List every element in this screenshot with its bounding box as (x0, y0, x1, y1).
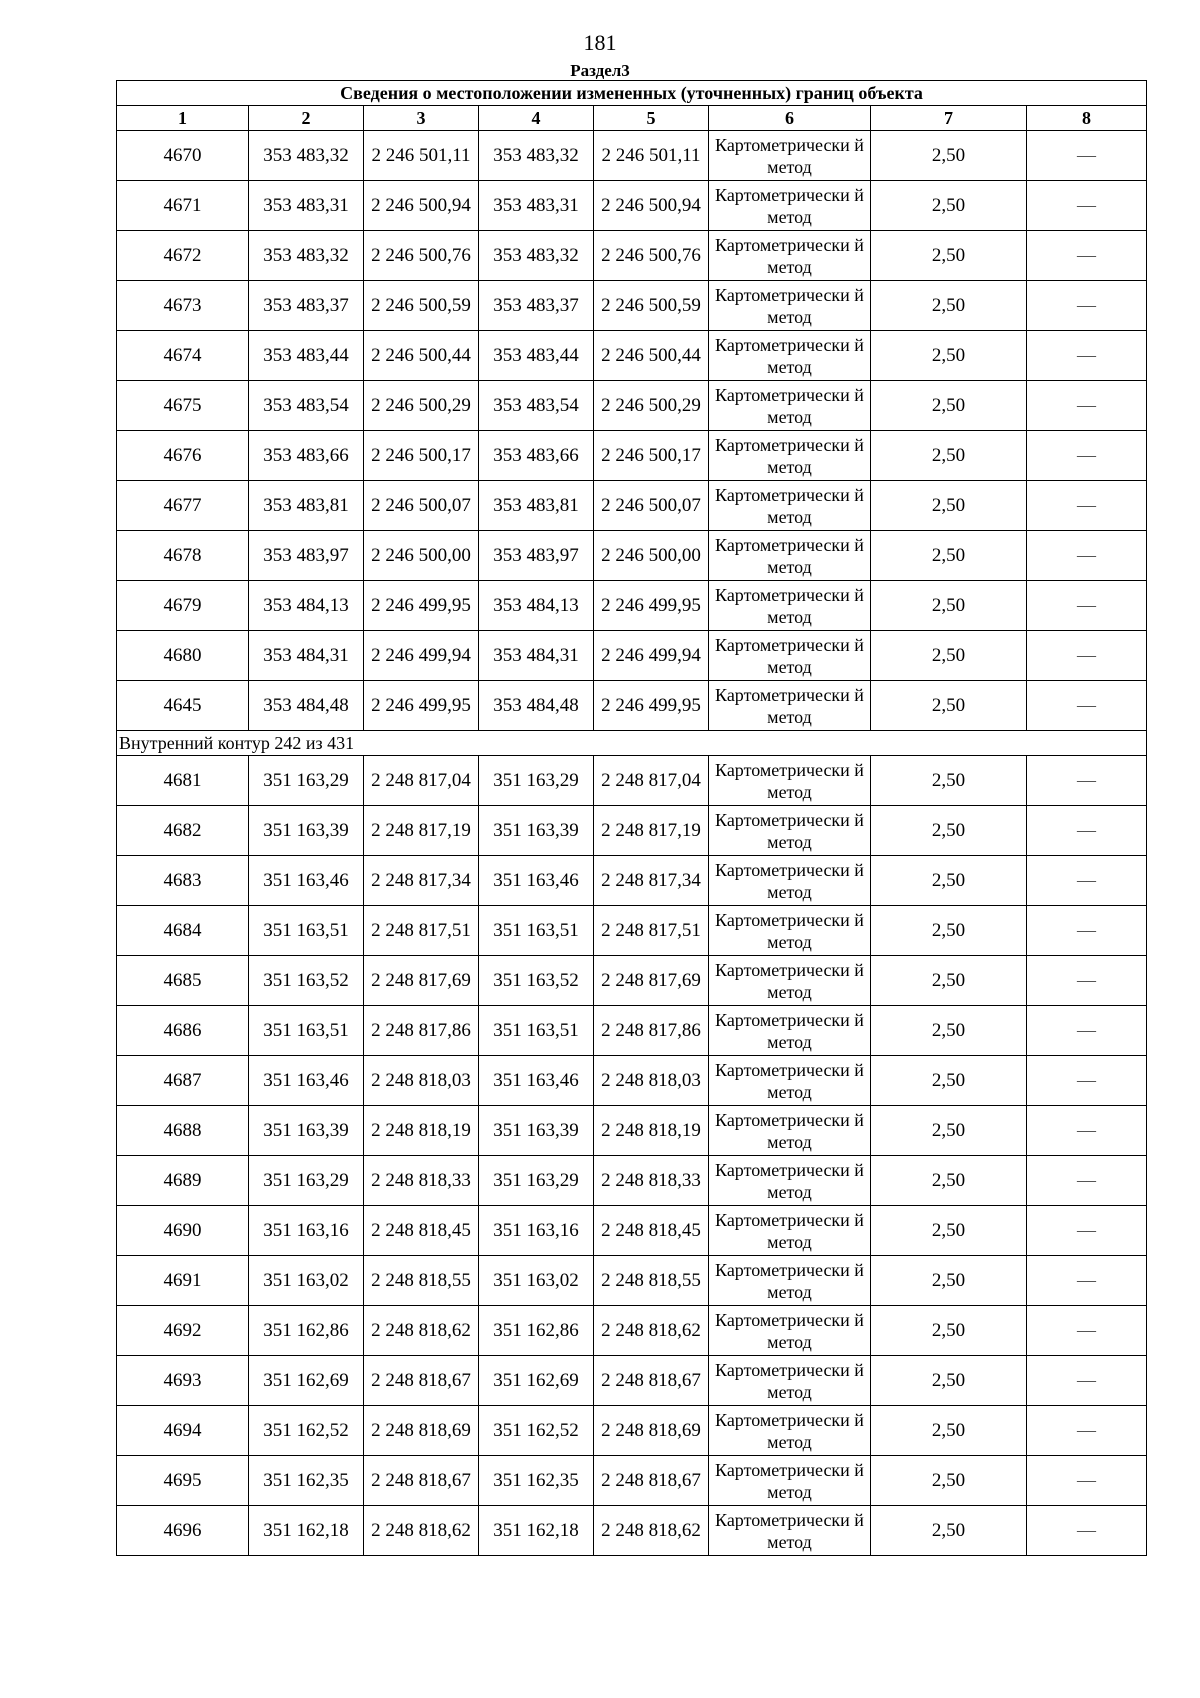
y-old-cell: 2 246 500,29 (364, 381, 479, 431)
accuracy-cell: 2,50 (871, 1506, 1027, 1556)
x-old-cell: 353 483,97 (249, 531, 364, 581)
table-row (117, 531, 1147, 581)
point-number-cell: 4687 (117, 1056, 249, 1106)
table-row (117, 381, 1147, 431)
method-cell: Картометрически й метод (709, 281, 871, 331)
table-row (117, 1306, 1147, 1356)
x-old-cell: 353 483,31 (249, 181, 364, 231)
table-caption: Сведения о местоположении измененных (уточненных) границ объекта (117, 81, 1147, 106)
table-row (117, 481, 1147, 531)
y-old-cell: 2 248 818,45 (364, 1206, 479, 1256)
x-old-cell: 353 483,54 (249, 381, 364, 431)
y-new-cell: 2 246 499,95 (594, 681, 709, 731)
method-cell: Картометрически й метод (709, 1356, 871, 1406)
method-cell: Картометрически й метод (709, 181, 871, 231)
description-cell: — (1027, 531, 1147, 581)
description-cell: — (1027, 381, 1147, 431)
accuracy-cell: 2,50 (871, 1306, 1027, 1356)
description-cell: — (1027, 1106, 1147, 1156)
y-old-cell: 2 248 818,69 (364, 1406, 479, 1456)
y-new-cell: 2 246 500,59 (594, 281, 709, 331)
method-cell: Картометрически й метод (709, 1106, 871, 1156)
method-cell: Картометрически й метод (709, 631, 871, 681)
column-number: 4 (479, 106, 594, 131)
x-new-cell: 351 162,86 (479, 1306, 594, 1356)
point-number-cell: 4681 (117, 756, 249, 806)
point-number-cell: 4673 (117, 281, 249, 331)
y-new-cell: 2 248 818,62 (594, 1506, 709, 1556)
x-old-cell: 351 163,39 (249, 1106, 364, 1156)
method-cell: Картометрически й метод (709, 1256, 871, 1306)
description-cell: — (1027, 1456, 1147, 1506)
table-row (117, 581, 1147, 631)
description-cell: — (1027, 1306, 1147, 1356)
accuracy-cell: 2,50 (871, 956, 1027, 1006)
table-row (117, 131, 1147, 181)
x-old-cell: 353 484,13 (249, 581, 364, 631)
description-cell: — (1027, 431, 1147, 481)
y-new-cell: 2 248 818,19 (594, 1106, 709, 1156)
method-cell: Картометрически й метод (709, 231, 871, 281)
accuracy-cell: 2,50 (871, 856, 1027, 906)
point-number-cell: 4690 (117, 1206, 249, 1256)
description-cell: — (1027, 1356, 1147, 1406)
y-new-cell: 2 246 499,94 (594, 631, 709, 681)
table-row (117, 431, 1147, 481)
column-number: 7 (871, 106, 1027, 131)
x-new-cell: 351 163,39 (479, 806, 594, 856)
method-cell: Картометрически й метод (709, 481, 871, 531)
point-number-cell: 4645 (117, 681, 249, 731)
accuracy-cell: 2,50 (871, 1056, 1027, 1106)
method-cell: Картометрически й метод (709, 1156, 871, 1206)
method-cell: Картометрически й метод (709, 1006, 871, 1056)
point-number-cell: 4677 (117, 481, 249, 531)
x-new-cell: 351 163,52 (479, 956, 594, 1006)
column-number: 3 (364, 106, 479, 131)
y-old-cell: 2 246 500,76 (364, 231, 479, 281)
table-row (117, 1156, 1147, 1206)
table-row (117, 281, 1147, 331)
y-new-cell: 2 248 818,45 (594, 1206, 709, 1256)
point-number-cell: 4679 (117, 581, 249, 631)
table-row (117, 1506, 1147, 1556)
method-cell: Картометрически й метод (709, 856, 871, 906)
y-new-cell: 2 246 500,00 (594, 531, 709, 581)
x-new-cell: 353 483,32 (479, 231, 594, 281)
y-new-cell: 2 246 501,11 (594, 131, 709, 181)
y-new-cell: 2 246 500,76 (594, 231, 709, 281)
x-new-cell: 353 483,31 (479, 181, 594, 231)
point-number-cell: 4689 (117, 1156, 249, 1206)
table-row (117, 1256, 1147, 1306)
table-row (117, 1356, 1147, 1406)
column-number: 2 (249, 106, 364, 131)
description-cell: — (1027, 481, 1147, 531)
accuracy-cell: 2,50 (871, 1156, 1027, 1206)
table-row (117, 906, 1147, 956)
method-cell: Картометрически й метод (709, 581, 871, 631)
accuracy-cell: 2,50 (871, 1356, 1027, 1406)
x-new-cell: 351 163,46 (479, 1056, 594, 1106)
point-number-cell: 4675 (117, 381, 249, 431)
x-new-cell: 351 163,29 (479, 1156, 594, 1206)
point-number-cell: 4682 (117, 806, 249, 856)
y-old-cell: 2 246 499,95 (364, 581, 479, 631)
x-new-cell: 353 483,44 (479, 331, 594, 381)
y-old-cell: 2 246 500,59 (364, 281, 479, 331)
method-cell: Картометрически й метод (709, 431, 871, 481)
point-number-cell: 4694 (117, 1406, 249, 1456)
accuracy-cell: 2,50 (871, 231, 1027, 281)
x-old-cell: 351 163,02 (249, 1256, 364, 1306)
x-old-cell: 351 163,39 (249, 806, 364, 856)
accuracy-cell: 2,50 (871, 681, 1027, 731)
x-old-cell: 351 162,18 (249, 1506, 364, 1556)
y-old-cell: 2 248 817,69 (364, 956, 479, 1006)
y-new-cell: 2 248 818,62 (594, 1306, 709, 1356)
accuracy-cell: 2,50 (871, 1406, 1027, 1456)
column-number: 1 (117, 106, 249, 131)
boundary-points-table (116, 80, 1147, 1556)
accuracy-cell: 2,50 (871, 906, 1027, 956)
column-number: 8 (1027, 106, 1147, 131)
point-number-cell: 4685 (117, 956, 249, 1006)
x-old-cell: 353 483,32 (249, 131, 364, 181)
y-new-cell: 2 248 818,67 (594, 1356, 709, 1406)
point-number-cell: 4672 (117, 231, 249, 281)
description-cell: — (1027, 331, 1147, 381)
x-old-cell: 351 163,46 (249, 856, 364, 906)
x-new-cell: 351 162,18 (479, 1506, 594, 1556)
x-old-cell: 353 484,48 (249, 681, 364, 731)
x-new-cell: 353 483,81 (479, 481, 594, 531)
x-old-cell: 353 483,66 (249, 431, 364, 481)
y-old-cell: 2 248 818,19 (364, 1106, 479, 1156)
accuracy-cell: 2,50 (871, 806, 1027, 856)
table-row (117, 1056, 1147, 1106)
x-new-cell: 353 483,97 (479, 531, 594, 581)
y-new-cell: 2 248 817,19 (594, 806, 709, 856)
y-old-cell: 2 248 818,03 (364, 1056, 479, 1106)
x-new-cell: 353 484,48 (479, 681, 594, 731)
method-cell: Картометрически й метод (709, 681, 871, 731)
x-new-cell: 353 483,66 (479, 431, 594, 481)
table-row (117, 956, 1147, 1006)
y-old-cell: 2 248 818,67 (364, 1356, 479, 1406)
description-cell: — (1027, 1206, 1147, 1256)
y-old-cell: 2 246 499,95 (364, 681, 479, 731)
point-number-cell: 4671 (117, 181, 249, 231)
method-cell: Картометрически й метод (709, 906, 871, 956)
x-new-cell: 351 163,39 (479, 1106, 594, 1156)
y-old-cell: 2 248 818,55 (364, 1256, 479, 1306)
y-old-cell: 2 248 818,62 (364, 1506, 479, 1556)
x-new-cell: 353 484,13 (479, 581, 594, 631)
method-cell: Картометрически й метод (709, 1406, 871, 1456)
method-cell: Картометрически й метод (709, 131, 871, 181)
y-old-cell: 2 248 817,51 (364, 906, 479, 956)
method-cell: Картометрически й метод (709, 381, 871, 431)
table-row (117, 331, 1147, 381)
x-old-cell: 353 483,32 (249, 231, 364, 281)
y-old-cell: 2 246 499,94 (364, 631, 479, 681)
table-row (117, 1456, 1147, 1506)
accuracy-cell: 2,50 (871, 131, 1027, 181)
accuracy-cell: 2,50 (871, 1456, 1027, 1506)
method-cell: Картометрически й метод (709, 956, 871, 1006)
point-number-cell: 4676 (117, 431, 249, 481)
y-new-cell: 2 248 817,86 (594, 1006, 709, 1056)
description-cell: — (1027, 681, 1147, 731)
x-old-cell: 351 163,52 (249, 956, 364, 1006)
point-number-cell: 4695 (117, 1456, 249, 1506)
table-row (117, 756, 1147, 806)
table-row (117, 1006, 1147, 1056)
point-number-cell: 4686 (117, 1006, 249, 1056)
method-cell: Картометрически й метод (709, 1206, 871, 1256)
point-number-cell: 4684 (117, 906, 249, 956)
description-cell: — (1027, 1156, 1147, 1206)
x-old-cell: 351 162,86 (249, 1306, 364, 1356)
description-cell: — (1027, 856, 1147, 906)
y-new-cell: 2 246 500,29 (594, 381, 709, 431)
description-cell: — (1027, 1406, 1147, 1456)
accuracy-cell: 2,50 (871, 431, 1027, 481)
point-number-cell: 4683 (117, 856, 249, 906)
x-old-cell: 351 163,51 (249, 1006, 364, 1056)
y-new-cell: 2 246 500,17 (594, 431, 709, 481)
table-row (117, 231, 1147, 281)
y-new-cell: 2 248 817,51 (594, 906, 709, 956)
y-old-cell: 2 248 817,19 (364, 806, 479, 856)
table-row (117, 856, 1147, 906)
method-cell: Картометрически й метод (709, 1506, 871, 1556)
table-row (117, 631, 1147, 681)
y-new-cell: 2 248 817,34 (594, 856, 709, 906)
x-old-cell: 353 483,81 (249, 481, 364, 531)
description-cell: — (1027, 1056, 1147, 1106)
y-old-cell: 2 246 500,44 (364, 331, 479, 381)
point-number-cell: 4691 (117, 1256, 249, 1306)
y-old-cell: 2 248 817,86 (364, 1006, 479, 1056)
y-new-cell: 2 248 818,55 (594, 1256, 709, 1306)
contour-row (117, 731, 1147, 756)
x-new-cell: 351 163,29 (479, 756, 594, 806)
x-old-cell: 351 163,46 (249, 1056, 364, 1106)
x-old-cell: 351 162,69 (249, 1356, 364, 1406)
x-old-cell: 351 163,29 (249, 756, 364, 806)
x-new-cell: 353 484,31 (479, 631, 594, 681)
accuracy-cell: 2,50 (871, 631, 1027, 681)
y-new-cell: 2 246 499,95 (594, 581, 709, 631)
x-new-cell: 353 483,54 (479, 381, 594, 431)
y-old-cell: 2 246 500,94 (364, 181, 479, 231)
x-old-cell: 353 484,31 (249, 631, 364, 681)
accuracy-cell: 2,50 (871, 1006, 1027, 1056)
x-old-cell: 351 162,52 (249, 1406, 364, 1456)
point-number-cell: 4670 (117, 131, 249, 181)
accuracy-cell: 2,50 (871, 381, 1027, 431)
accuracy-cell: 2,50 (871, 181, 1027, 231)
column-number: 5 (594, 106, 709, 131)
y-new-cell: 2 246 500,44 (594, 331, 709, 381)
accuracy-cell: 2,50 (871, 1206, 1027, 1256)
point-number-cell: 4688 (117, 1106, 249, 1156)
point-number-cell: 4680 (117, 631, 249, 681)
point-number-cell: 4693 (117, 1356, 249, 1406)
method-cell: Картометрически й метод (709, 1306, 871, 1356)
y-old-cell: 2 246 500,17 (364, 431, 479, 481)
x-new-cell: 351 163,51 (479, 906, 594, 956)
x-new-cell: 351 163,51 (479, 1006, 594, 1056)
method-cell: Картометрически й метод (709, 331, 871, 381)
accuracy-cell: 2,50 (871, 281, 1027, 331)
point-number-cell: 4692 (117, 1306, 249, 1356)
table-body (117, 131, 1147, 1556)
method-cell: Картометрически й метод (709, 1456, 871, 1506)
section-title: Раздел3 (570, 61, 630, 80)
table-row (117, 681, 1147, 731)
accuracy-cell: 2,50 (871, 756, 1027, 806)
x-old-cell: 351 163,29 (249, 1156, 364, 1206)
description-cell: — (1027, 1256, 1147, 1306)
description-cell: — (1027, 1006, 1147, 1056)
method-cell: Картометрически й метод (709, 756, 871, 806)
x-new-cell: 351 163,02 (479, 1256, 594, 1306)
x-new-cell: 351 163,16 (479, 1206, 594, 1256)
x-old-cell: 351 163,16 (249, 1206, 364, 1256)
x-old-cell: 351 162,35 (249, 1456, 364, 1506)
y-old-cell: 2 248 817,34 (364, 856, 479, 906)
page-number: 181 (583, 30, 617, 55)
y-new-cell: 2 246 500,07 (594, 481, 709, 531)
y-new-cell: 2 248 818,03 (594, 1056, 709, 1106)
description-cell: — (1027, 231, 1147, 281)
x-new-cell: 353 483,37 (479, 281, 594, 331)
x-old-cell: 353 483,44 (249, 331, 364, 381)
description-cell: — (1027, 581, 1147, 631)
x-new-cell: 351 163,46 (479, 856, 594, 906)
y-old-cell: 2 248 818,33 (364, 1156, 479, 1206)
y-new-cell: 2 248 818,69 (594, 1406, 709, 1456)
contour-label: Внутренний контур 242 из 431 (117, 731, 1147, 756)
x-old-cell: 351 163,51 (249, 906, 364, 956)
table-row (117, 806, 1147, 856)
column-number-row (117, 106, 1147, 131)
y-old-cell: 2 248 818,67 (364, 1456, 479, 1506)
description-cell: — (1027, 806, 1147, 856)
y-old-cell: 2 246 501,11 (364, 131, 479, 181)
point-number-cell: 4674 (117, 331, 249, 381)
description-cell: — (1027, 281, 1147, 331)
table-row (117, 181, 1147, 231)
y-old-cell: 2 248 817,04 (364, 756, 479, 806)
y-new-cell: 2 248 818,67 (594, 1456, 709, 1506)
y-new-cell: 2 246 500,94 (594, 181, 709, 231)
y-new-cell: 2 248 817,69 (594, 956, 709, 1006)
x-new-cell: 351 162,35 (479, 1456, 594, 1506)
y-old-cell: 2 246 500,07 (364, 481, 479, 531)
method-cell: Картометрически й метод (709, 531, 871, 581)
method-cell: Картометрически й метод (709, 1056, 871, 1106)
accuracy-cell: 2,50 (871, 1106, 1027, 1156)
description-cell: — (1027, 956, 1147, 1006)
description-cell: — (1027, 181, 1147, 231)
method-cell: Картометрически й метод (709, 806, 871, 856)
table-row (117, 1406, 1147, 1456)
point-number-cell: 4696 (117, 1506, 249, 1556)
x-new-cell: 351 162,52 (479, 1406, 594, 1456)
accuracy-cell: 2,50 (871, 1256, 1027, 1306)
x-new-cell: 353 483,32 (479, 131, 594, 181)
table-row (117, 1206, 1147, 1256)
point-number-cell: 4678 (117, 531, 249, 581)
y-old-cell: 2 246 500,00 (364, 531, 479, 581)
table-row (117, 1106, 1147, 1156)
x-old-cell: 353 483,37 (249, 281, 364, 331)
column-number: 6 (709, 106, 871, 131)
accuracy-cell: 2,50 (871, 531, 1027, 581)
accuracy-cell: 2,50 (871, 481, 1027, 531)
description-cell: — (1027, 1506, 1147, 1556)
description-cell: — (1027, 906, 1147, 956)
description-cell: — (1027, 131, 1147, 181)
y-new-cell: 2 248 818,33 (594, 1156, 709, 1206)
y-new-cell: 2 248 817,04 (594, 756, 709, 806)
y-old-cell: 2 248 818,62 (364, 1306, 479, 1356)
description-cell: — (1027, 756, 1147, 806)
x-new-cell: 351 162,69 (479, 1356, 594, 1406)
accuracy-cell: 2,50 (871, 331, 1027, 381)
description-cell: — (1027, 631, 1147, 681)
accuracy-cell: 2,50 (871, 581, 1027, 631)
